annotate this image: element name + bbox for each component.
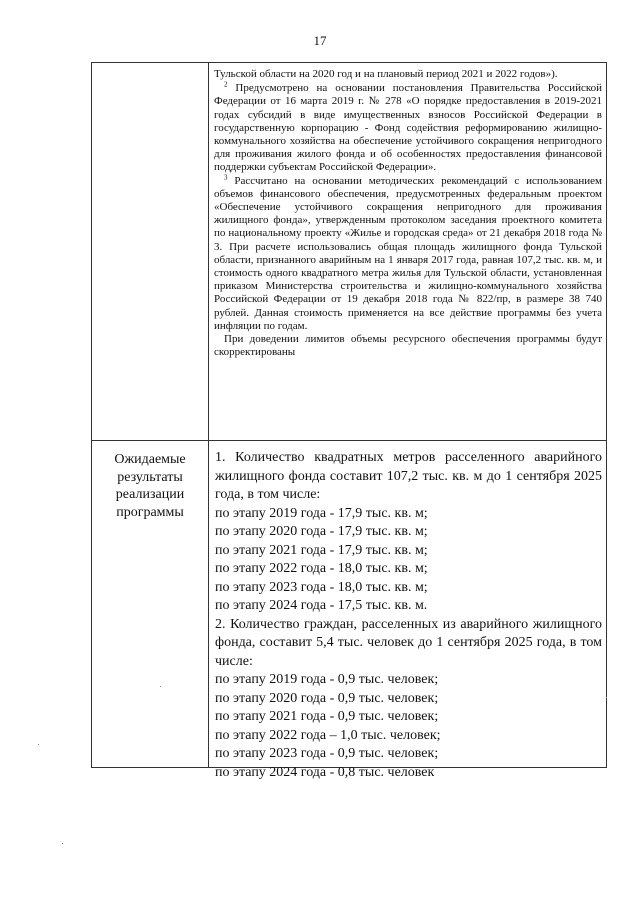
row-label-expected-results (92, 451, 208, 521)
scan-speck (606, 697, 607, 698)
page-number: 17 (313, 33, 327, 48)
stage-line: по этапу 2021 года - 17,9 тыс. кв. м; (215, 542, 428, 558)
continuation-text: Тульской области на 2020 год и на плановый период 2021 и 2022 годов»). (214, 68, 558, 80)
footnote-2-mark: 2 (224, 80, 228, 89)
footnote-2-text: Предусмотрено на основании постановления Правительства Российской Федерации от 16 марта 2019 г. № 278 «О порядке предоставления в 2019-2021 годах субсидий в виде имущественных взносов Российской Федерации в государственную корпорацию - Фонд содействия реформированию жилищно-коммунального хозяйства на обеспечение устойчивого сокращения непригодного для проживания жилого фонда и об особенностях предоставления финансовой поддержки субъектам Российской Федерации». (214, 82, 603, 174)
program-table (91, 62, 607, 780)
scan-speck (160, 686, 161, 687)
stage-line: по этапу 2023 года - 0,9 тыс. человек; (215, 746, 439, 761)
result-item-1: 1. Количество квадратных метров расселенного аварийного жилищного фонда составит 107,2 тыс. кв. м до 1 сентября 2025 года, в том числе: (215, 450, 602, 502)
scan-speck (62, 843, 63, 844)
footnote-3 (214, 172, 603, 333)
stage-line: по этапу 2024 года - 0,8 тыс. человек (215, 764, 435, 780)
stage-line: по этапу 2019 года - 0,9 тыс. человек; (215, 672, 439, 687)
scan-speck (38, 744, 39, 745)
results-cell (215, 449, 602, 782)
label-line: результаты (117, 469, 183, 485)
final-note: При доведении лимитов объемы ресурсного обеспечения программы будут скорректированы (214, 333, 602, 359)
column-divider (208, 63, 209, 767)
label-line: Ожидаемые (114, 452, 186, 467)
row-divider (92, 440, 606, 441)
stage-line: по этапу 2021 года - 0,9 тыс. человек; (215, 709, 439, 724)
result-item-2: 2. Количество граждан, расселенных из аварийного жилищного фонда, составит 5,4 тыс. человек до 1 сентября 2025 года, в том числе: (215, 616, 602, 669)
stage-line: по этапу 2023 года - 18,0 тыс. кв. м; (215, 579, 428, 595)
footnote-2 (214, 82, 602, 174)
stage-line: по этапу 2019 года - 17,9 тыс. кв. м; (215, 505, 428, 521)
stage-line: по этапу 2020 года - 0,9 тыс. человек; (215, 690, 439, 706)
stage-line: по этапу 2020 года - 17,9 тыс. кв. м; (215, 524, 428, 539)
footnote-3-mark: 3 (224, 172, 228, 181)
footnote-3-text: Рассчитано на основании методических рекомендаций с использованием объемов финансового обеспечения, предусмотренных федеральным проектом «Обеспечение устойчивого сокращения непригодного для проживания жилищного фонда», утвержденным протоколом заседания проектного комитета по национальному проекту «Жилье и городская среда» от 21 декабря 2018 года № 3. При расчете использовались общая площадь жилищного фонда Тульской области, признанного аварийным на 1 января 2017 года, равная 107,2 тыс. кв. м, и стоимость одного квадратного метра жилья для Тульской области, установленная приказом Министерства строительства и жилищно-коммунального хозяйства Российской Федерации от 19 декабря 2018 года № 822/пр, в размере 38 740 рублей. Данная стоимость применяется на все действие программы без учета инфляции по годам. (214, 174, 603, 332)
label-line: реализации (115, 487, 185, 502)
stage-line: по этапу 2022 года – 1,0 тыс. человек; (215, 727, 441, 743)
stage-line: по этапу 2022 года - 18,0 тыс. кв. м; (215, 561, 428, 576)
stage-line: по этапу 2024 года - 17,5 тыс. кв. м. (215, 598, 428, 613)
label-line: программы (116, 504, 184, 520)
footnotes-cell (214, 68, 602, 359)
